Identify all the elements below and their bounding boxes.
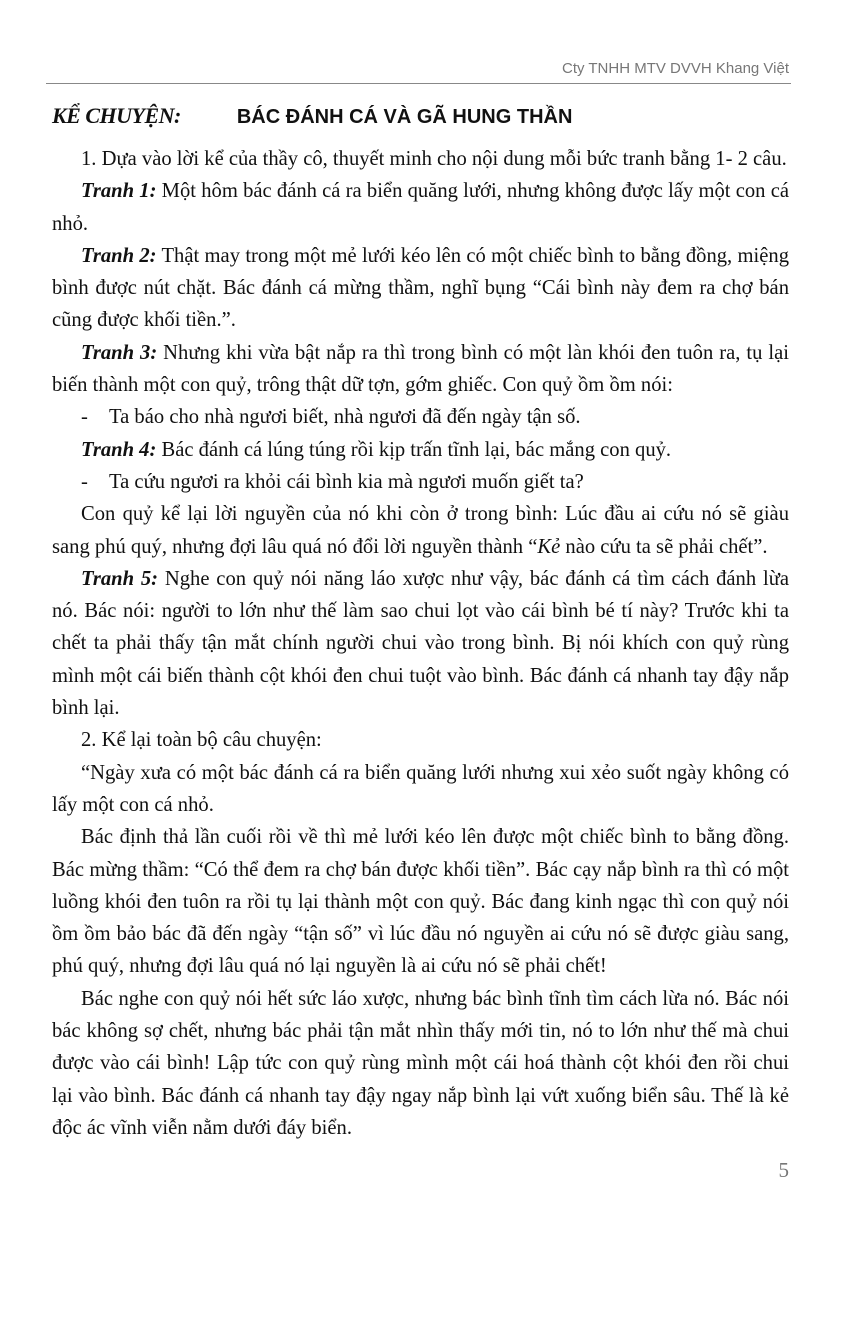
picture-label: Tranh 4: <box>81 438 157 461</box>
picture-caption <box>52 240 789 337</box>
picture-caption <box>52 563 789 724</box>
picture-label: Tranh 2: <box>81 244 157 267</box>
dialogue-line <box>52 401 789 433</box>
paragraph-text: Bác định thả lần cuối rồi về thì mẻ lưới kéo lên được một chiếc bình to bằng đồng. Bác mừng thầm: “Có thể đem ra chợ bán được khối tiền”. Bác cạy nắp bình ra thì có một luồng khói đen tuôn ra rồi tụ lại thành một con quỷ. Bác đang kinh ngạc thì con quỷ nói ồm ồm bảo bác đã đến ngày “tận số” vì lúc đầu nó nguyền ai cứu nó sẽ được giàu sang, phú quý, nhưng đợi lâu quá nó lại nguyền là ai cứu nó sẽ phải chết! <box>52 826 789 978</box>
paragraph-text: Ta báo cho nhà ngươi biết, nhà ngươi đã đến ngày tận số. <box>109 406 581 429</box>
paragraph-text: Con quỷ kể lại lời nguyền của nó khi còn ở trong bình: Lúc đầu ai cứu nó sẽ giàu sang phú quý, nhưng đợi lâu quá nó đổi lời nguyền thành “ <box>52 503 789 558</box>
picture-caption <box>52 337 789 402</box>
section-kicker: KỂ CHUYỆN: <box>52 103 181 128</box>
italic-text: Kẻ <box>537 535 561 558</box>
paragraph <box>52 757 789 822</box>
picture-caption <box>52 434 789 466</box>
paragraph <box>52 498 789 563</box>
header-rule <box>46 83 791 84</box>
paragraph <box>52 724 789 756</box>
paragraph-text: Bác đánh cá lúng túng rồi kịp trấn tĩnh lại, bác mắng con quỷ. <box>156 438 672 461</box>
paragraph-text: Bác nghe con quỷ nói hết sức láo xược, nhưng bác bình tĩnh tìm cách lừa nó. Bác nói bác không sợ chết, nhưng bác phải tận mắt nhìn thấy mới tin, nó to lớn như thế mà chui được vào cái bình! Lập tức con quỷ rùng mình một cái hoá thành cột khói đen rồi chui lại vào bình. Bác đánh cá nhanh tay đậy ngay nắp bình lại vứt xuống biển sâu. Thế là kẻ độc ác vĩnh viễn nằm dưới đáy biển. <box>52 987 789 1139</box>
picture-label: Tranh 5: <box>81 567 159 590</box>
paragraph <box>52 143 789 175</box>
dash-marker: - <box>81 470 88 493</box>
page-number: 5 <box>778 1158 789 1183</box>
paragraph-text: “Ngày xưa có một bác đánh cá ra biển quăng lưới nhưng xui xẻo suốt ngày không có lấy một con cá nhỏ. <box>52 761 789 816</box>
dash-marker: - <box>81 406 88 429</box>
paragraph-text: nào cứu ta sẽ phải chết”. <box>560 535 768 558</box>
dialogue-line <box>52 466 789 498</box>
page-title <box>52 102 789 131</box>
picture-caption <box>52 175 789 240</box>
picture-label: Tranh 3: <box>81 341 158 364</box>
paragraph <box>52 983 789 1144</box>
paragraph-text: 2. Kể lại toàn bộ câu chuyện: <box>81 729 322 752</box>
paragraph-text: Nhưng khi vừa bật nắp ra thì trong bình có một làn khói đen tuôn ra, tụ lại biến thành một con quỷ, trông thật dữ tợn, gớm ghiếc. Con quỷ ồm ồm nói: <box>52 341 789 397</box>
paragraph-text: Thật may trong một mẻ lưới kéo lên có một chiếc bình to bằng đồng, miệng bình được nút chặt. Bác đánh cá mừng thầm, nghĩ bụng “Cái bình này đem ra chợ bán cũng được khối tiền.”. <box>52 244 789 332</box>
picture-label: Tranh 1: <box>81 180 157 203</box>
story-title: BÁC ĐÁNH CÁ VÀ GÃ HUNG THẦN <box>236 106 573 128</box>
paragraph <box>52 821 789 982</box>
paragraph-text: Một hôm bác đánh cá ra biển quăng lưới, nhưng không được lấy một con cá nhỏ. <box>52 180 790 235</box>
paragraph-text: Nghe con quỷ nói năng láo xược như vậy, bác đánh cá tìm cách đánh lừa nó. Bác nói: người to lớn như thế làm sao chui lọt vào cái bình bé tí này? Trước khi ta chết ta phải thấy tận mắt chính người chui vào trong bình. Bị nói khích con quỷ rùng mình một cái biến thành cột khói đen chui tuột vào bình. Bác đánh cá nhanh tay đậy nắp bình lại. <box>52 567 789 720</box>
running-header: Cty TNHH MTV DVVH Khang Việt <box>561 60 789 77</box>
paragraph-text: 1. Dựa vào lời kể của thầy cô, thuyết minh cho nội dung mỗi bức tranh bằng 1- 2 câu. <box>81 148 787 170</box>
body-text <box>52 143 789 1144</box>
paragraph-text: Ta cứu ngươi ra khỏi cái bình kia mà ngươi muốn giết ta? <box>109 470 584 493</box>
